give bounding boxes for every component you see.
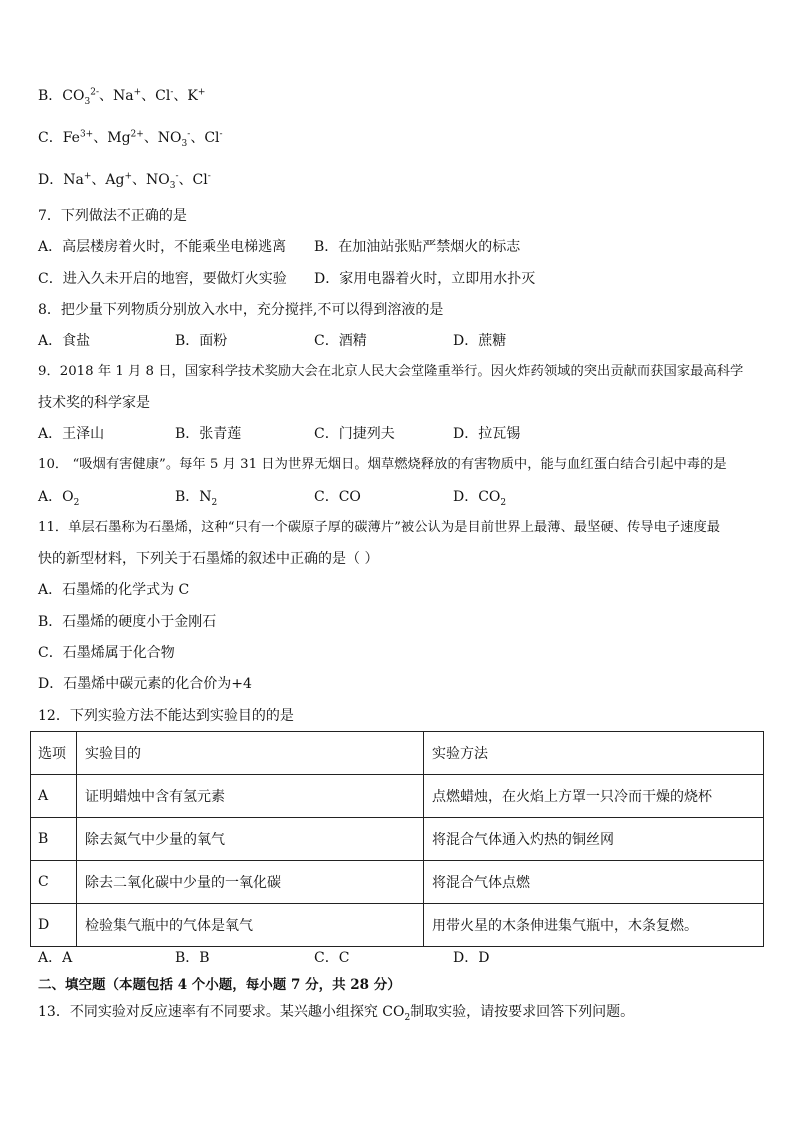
q7-option-c: C．进入久未开启的地窖，要做灯火实验 (38, 271, 287, 287)
q7-option-a: A．高层楼房着火时，不能乘坐电梯逃离 (38, 239, 287, 255)
q11-stem-line1: 11．单层石墨称为石墨烯，这种“只有一个碳原子厚的碳薄片”被公认为是目前世界上最薄、最坚硬、传导电子速度最 (38, 520, 721, 535)
q9-stem-line1: 9．2018 年 1 月 8 日，国家科学技术奖励大会在北京人民大会堂隆重举行。因火炸药领域的突出贡献而获国家最高科学 (38, 364, 744, 379)
q10-option-a: A．$O_2$ (38, 489, 80, 508)
q8-option-d: D．蔗糖 (453, 333, 507, 349)
q8-stem: 8．把少量下列物质分别放入水中，充分搅拌,不可以得到溶液的是 (38, 302, 444, 318)
q11-stem-line2: 快的新型材料，下列关于石墨烯的叙述中正确的是（ ） (38, 551, 379, 567)
q12-option-a: A．A (38, 950, 73, 966)
q7-stem: 7．下列做法不正确的是 (38, 208, 187, 224)
table-cell: B (31, 818, 77, 861)
table-header-cell: 实验方法 (424, 732, 764, 775)
table-cell: 将混合气体点燃 (424, 861, 764, 904)
table-cell: 除去二氧化碳中少量的一氧化碳 (77, 861, 424, 904)
experiment-table (30, 731, 764, 947)
q11-option-c: C．石墨烯属于化合物 (38, 645, 175, 661)
table-cell: A (31, 775, 77, 818)
table-cell: 将混合气体通入灼热的铜丝网 (424, 818, 764, 861)
q6-option-d: D．Na+、Ag+、$NO_3^-$、Cl- (38, 171, 211, 191)
section-heading: 二、填空题（本题包括 4 个小题，每小题 7 分，共 28 分） (38, 977, 401, 993)
q7-option-d: D．家用电器着火时，立即用水扑灭 (314, 271, 536, 287)
q8-option-b: B．面粉 (175, 333, 228, 349)
q9-option-c: C．门捷列夫 (314, 426, 395, 442)
q11-option-a: A．石墨烯的化学式为 C (38, 582, 190, 598)
table-cell: 证明蜡烛中含有氢元素 (77, 775, 424, 818)
q10-option-d: D．$CO_2$ (453, 489, 507, 508)
q9-option-b: B．张青莲 (175, 426, 242, 442)
table-cell: 点燃蜡烛，在火焰上方罩一只冷而干燥的烧杯 (424, 775, 764, 818)
q10-stem: 10． “吸烟有害健康”。每年 5 月 31 日为世界无烟日。烟草燃烧释放的有害物质中，能与血红蛋白结合引起中毒的是 (38, 457, 727, 472)
table-header-cell: 实验目的 (77, 732, 424, 775)
q6-option-b: B．$CO_3^{2-}$、Na+、Cl-、K+ (38, 87, 206, 107)
q8-option-c: C．酒精 (314, 333, 367, 349)
q8-option-a: A．食盐 (38, 333, 91, 349)
table-row (31, 818, 764, 861)
q9-option-d: D．拉瓦锡 (453, 426, 521, 442)
q12-stem: 12．下列实验方法不能达到实验目的的是 (38, 708, 294, 724)
q13-stem: 13．不同实验对反应速率有不同要求。某兴趣小组探究 $CO_2$制取实验，请按要求回答下列问题。 (38, 1004, 635, 1023)
table-row (31, 904, 764, 947)
table-cell: 除去氮气中少量的氧气 (77, 818, 424, 861)
table-cell: 用带火星的木条伸进集气瓶中，木条复燃。 (424, 904, 764, 947)
q10-option-b: B．$N_2$ (175, 489, 218, 508)
table-row (31, 775, 764, 818)
q9-option-a: A．王泽山 (38, 426, 105, 442)
q11-option-b: B．石墨烯的硬度小于金刚石 (38, 614, 217, 630)
table-cell: D (31, 904, 77, 947)
q12-option-d: D．D (453, 950, 490, 966)
table-header-cell: 选项 (31, 732, 77, 775)
table-cell: 检验集气瓶中的气体是氧气 (77, 904, 424, 947)
q11-option-d: D．石墨烯中碳元素的化合价为+4 (38, 676, 252, 692)
q7-option-b: B．在加油站张贴严禁烟火的标志 (314, 239, 521, 255)
q12-option-c: C．C (314, 950, 350, 966)
q10-option-c: C．CO (314, 489, 361, 505)
q6-option-c: C．$Fe^{3+}$、$Mg^{2+}$、$NO_3^-$、Cl- (38, 129, 223, 149)
q9-stem-line2: 技术奖的科学家是 (38, 395, 150, 411)
table-cell: C (31, 861, 77, 904)
table-row (31, 861, 764, 904)
q12-option-b: B．B (175, 950, 210, 966)
table-header-row (31, 732, 764, 775)
